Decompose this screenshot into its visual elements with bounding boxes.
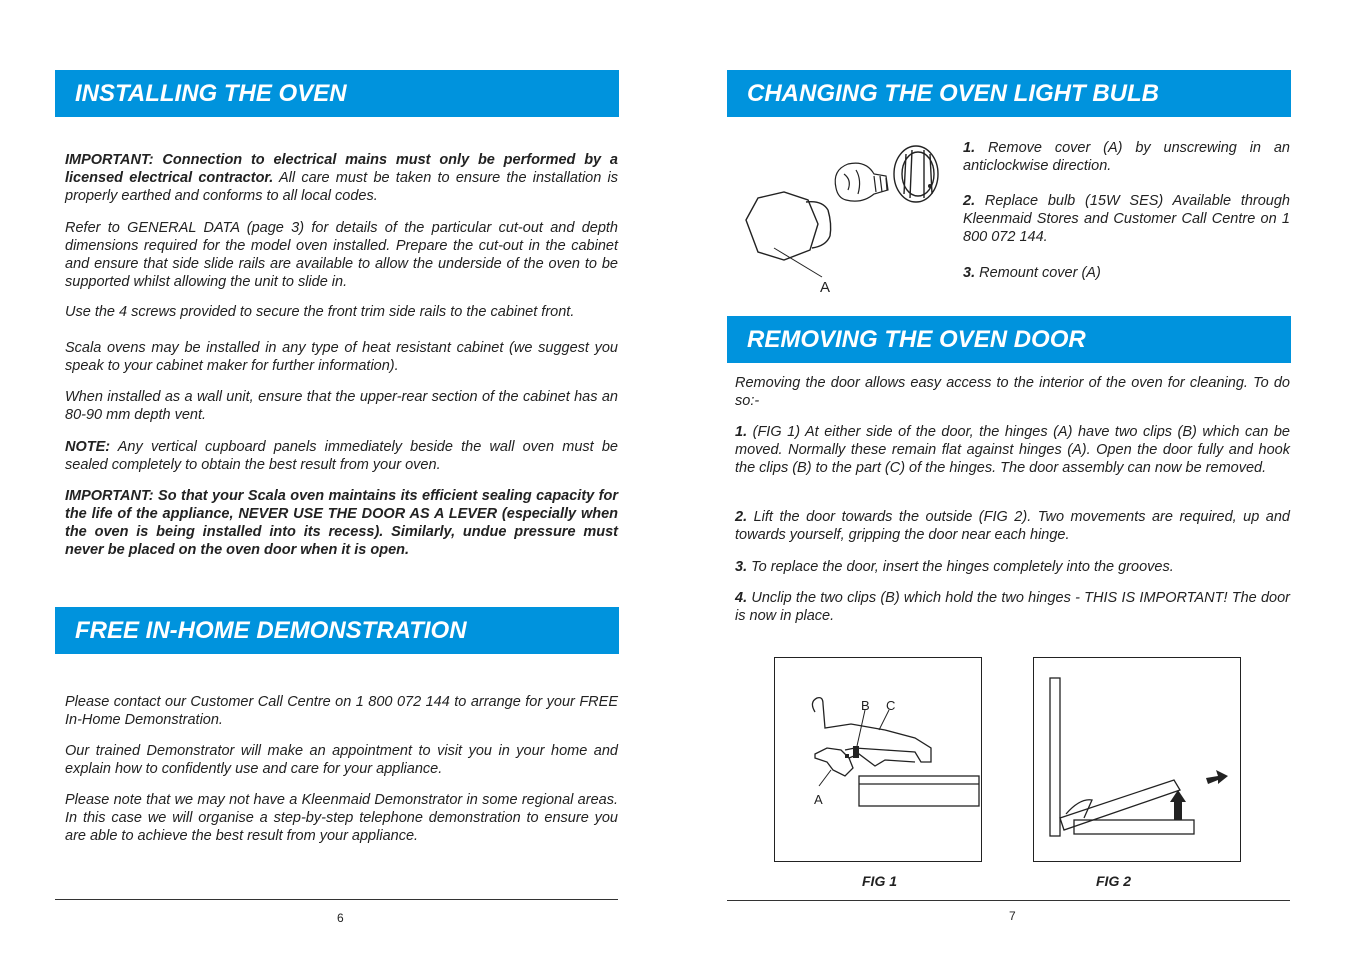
door-step-1 (735, 423, 1290, 477)
bulb-step-2 (963, 192, 1290, 246)
fig1-hinge-arm (812, 698, 931, 762)
bulb-step-1 (963, 139, 1290, 175)
bulb-step-1-num: 1. (963, 140, 976, 156)
demonstration-heading: FREE IN-HOME DEMONSTRATION (55, 607, 619, 654)
note-text: Any vertical cupboard panels immediately beside the wall oven must be sealed completely to obtain the best result from your oven. (65, 439, 618, 473)
install-important-bold: IMPORTANT: Connection to electrical mains must only be performed by a licensed electrical contractor. (65, 152, 618, 186)
door-step-2 (735, 508, 1290, 544)
removing-door-heading: REMOVING THE OVEN DOOR (727, 316, 1291, 363)
light-bulb-heading: CHANGING THE OVEN LIGHT BULB (727, 70, 1291, 117)
door-step-1-num: 1. (735, 424, 748, 440)
fig2-oven-front (1050, 678, 1060, 836)
figure-2-frame (1033, 657, 1241, 862)
label-a: A (820, 279, 831, 296)
figure-1-caption: FIG 1 (862, 873, 898, 889)
demo-paragraph-3: Please note that we may not have a Kleenmaid Demonstrator in some regional areas. In this case we will organise a step-by-step telephone demonstration to ensure you are able to achieve the best result from your appliance. (65, 792, 618, 844)
install-paragraph-2: Refer to GENERAL DATA (page 3) for details of the particular cut-out and depth dimensions required for the model oven installed. Prepare the cut-out in the cabinet and ensure that side slide rails are available to allow the underside of the oven to be supported whilst allowing the unit to slide in. (65, 220, 618, 290)
fig1-clip-b (853, 746, 859, 758)
figure-2-caption: FIG 2 (1096, 873, 1132, 889)
bulb-shape (835, 163, 888, 201)
install-paragraph-1 (65, 151, 618, 205)
bulb-cover-shape (746, 192, 831, 260)
fig1-label-a: A (814, 792, 823, 807)
page-number-left: 6 (337, 911, 344, 925)
door-step-4 (735, 589, 1290, 625)
light-bulb-illustration (736, 140, 951, 300)
bulb-step-2-num: 2. (963, 193, 976, 209)
right-page (676, 0, 1351, 954)
door-step-1-text: (FIG 1) At either side of the door, the hinges (A) have two clips (B) which can be moved. Normally these remain flat against hinges (A). Open the door fully and hook the clips (B) to the part (C) of the hinges. The door assembly can now be removed. (735, 424, 1290, 476)
fig2-up-arrow (1170, 790, 1186, 820)
fig2-rail (1074, 820, 1194, 834)
bulb-step-3-num: 3. (963, 265, 976, 281)
install-paragraph-5: When installed as a wall unit, ensure that the upper-rear section of the cabinet has an 80-90 mm depth vent. (65, 389, 618, 423)
door-step-3 (735, 558, 1290, 576)
fig1-door-panel (859, 776, 979, 806)
figure-2-drawing (1034, 658, 1240, 861)
socket-dot (928, 184, 932, 188)
figure-1-drawing (775, 658, 981, 861)
install-paragraph-3: Use the 4 screws provided to secure the front trim side rails to the cabinet front. (65, 304, 575, 320)
label-a-leader (774, 248, 822, 277)
footer-rule-left (55, 899, 618, 900)
door-step-4-text: Unclip the two clips (B) which hold the two hinges - THIS IS IMPORTANT! The door is now in place. (735, 590, 1290, 624)
install-important-rest: All care must be taken to ensure the installation is properly earthed and conforms to all local codes. (65, 170, 618, 204)
door-step-2-text: Lift the door towards the outside (FIG 2). Two movements are required, up and towards yourself, gripping the door near each hinge. (735, 509, 1290, 543)
bulb-step-2-text: Replace bulb (15W SES) Available through Kleenmaid Stores and Customer Call Centre on 1 800 072 144. (963, 193, 1290, 245)
fig1-label-c: C (886, 698, 896, 713)
bulb-socket-shape (894, 146, 938, 202)
install-note (65, 438, 618, 474)
install-paragraph-4: Scala ovens may be installed in any type of heat resistant cabinet (we suggest you speak to your cabinet maker for further information). (65, 340, 618, 374)
demo-paragraph-1: Please contact our Customer Call Centre on 1 800 072 144 to arrange for your FREE In-Home Demonstration. (65, 694, 618, 728)
door-step-4-num: 4. (735, 590, 748, 606)
door-intro: Removing the door allows easy access to the interior of the oven for cleaning. To do so:- (735, 375, 1290, 409)
fig1-label-b: B (861, 698, 870, 713)
bulb-step-1-text: Remove cover (A) by unscrewing in an anticlockwise direction. (963, 140, 1290, 174)
fig2-out-arrow (1206, 770, 1228, 784)
door-step-3-text: To replace the door, insert the hinges completely into the grooves. (747, 559, 1174, 575)
bulb-step-3 (963, 264, 1290, 282)
bulb-step-3-text: Remount cover (A) (975, 265, 1101, 281)
note-label: NOTE: (65, 439, 111, 455)
door-step-2-num: 2. (735, 509, 748, 525)
figure-1-frame (774, 657, 982, 862)
footer-rule-right (727, 900, 1290, 901)
fig1-hinge-a (815, 748, 853, 776)
door-step-3-num: 3. (735, 559, 748, 575)
page-number-right: 7 (1009, 909, 1016, 923)
installing-oven-heading: INSTALLING THE OVEN (55, 70, 619, 117)
install-important-door: IMPORTANT: So that your Scala oven maintains its efficient sealing capacity for the life of the appliance, NEVER USE THE DOOR AS A LEVER (especially when the oven is being installed into its recess). Similarly, undue pressure must never be placed on the oven door when it is open. (65, 488, 618, 558)
demo-paragraph-2: Our trained Demonstrator will make an appointment to visit you in your home and explain how to confidently use and care for your appliance. (65, 743, 618, 777)
fig2-door (1060, 780, 1180, 830)
